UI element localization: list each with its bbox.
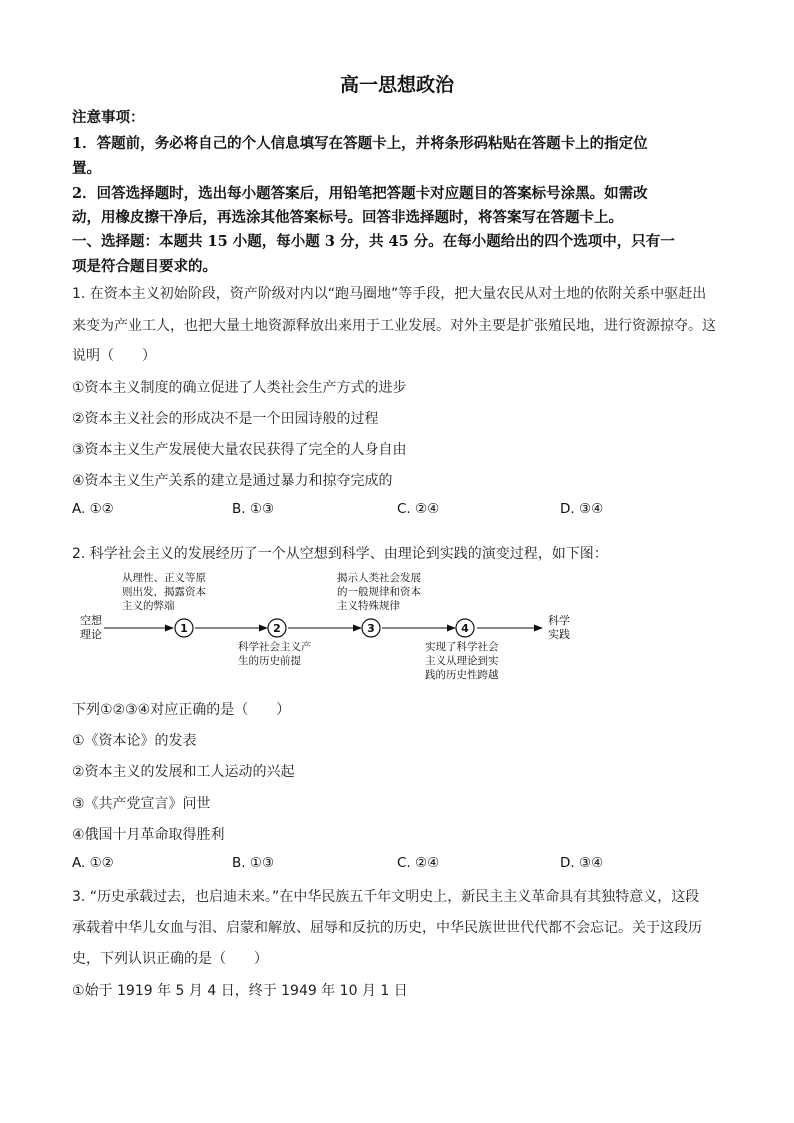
q2-statement-2: ②资本主义的发展和工人运动的兴起 <box>72 764 295 780</box>
annotation-above-1-line-1: 从理性、正义等原 <box>122 572 206 584</box>
q2-option-b[interactable]: B. ①③ <box>232 855 275 871</box>
diagram-node-4-number: 4 <box>461 622 469 635</box>
q1-stem-line-2: 来变为产业工人，也把大量土地资源释放出来用于工业发展。对外主要是扩张殖民地，进行资源掠夺。这 <box>72 318 716 334</box>
notice-item-1-line-2: 置。 <box>72 160 101 177</box>
q1-statement-1: ①资本主义制度的确立促进了人类社会生产方式的进步 <box>72 380 407 396</box>
diagram-node-3-number: 3 <box>367 622 375 635</box>
q2-option-d[interactable]: D. ③④ <box>560 855 604 871</box>
annotation-below-4-line-1: 实现了科学社会 <box>425 641 499 653</box>
q2-statement-1: ①《资本论》的发表 <box>72 733 197 749</box>
q2-stem-line-2: 下列①②③④对应正确的是（ ） <box>72 702 291 718</box>
q1-option-c[interactable]: C. ②④ <box>397 501 440 517</box>
q1-stem-line-3: 说明（ ） <box>72 348 156 364</box>
annotation-below-2-line-2: 生的历史前提 <box>238 655 301 667</box>
q1-statement-3: ③资本主义生产发展使大量农民获得了完全的人身自由 <box>72 442 407 458</box>
q2-option-a[interactable]: A. ①② <box>72 855 114 871</box>
page-title: 高一思想政治 <box>339 74 454 96</box>
q1-stem-line-1: 1. 在资本主义初始阶段，资产阶级对内以“跑马圈地”等手段，把大量农民从对土地的依附关系中驱赶出 <box>72 286 707 302</box>
q1-option-a[interactable]: A. ①② <box>72 501 114 517</box>
notice-heading: 注意事项： <box>72 109 145 126</box>
diagram-end-label-2: 实践 <box>548 628 570 641</box>
annotation-above-1-line-2: 则出发，揭露资本 <box>122 586 206 598</box>
annotation-below-4-line-2: 主义从理论到实 <box>425 655 499 667</box>
q3-stem-line-3: 史，下列认识正确的是（ ） <box>72 951 268 967</box>
q2-statement-4: ④俄国十月革命取得胜利 <box>72 827 225 843</box>
diagram-node-1-number: 1 <box>180 622 188 635</box>
annotation-above-3-line-2: 的一般规律和资本 <box>337 586 421 598</box>
q3-statement-1: ①始于 1919 年 5 月 4 日，终于 1949 年 10 月 1 日 <box>72 983 408 999</box>
section-heading-line-1: 一、选择题：本题共 15 小题，每小题 3 分，共 45 分。在每小题给出的四个选项中，只有一 <box>72 233 675 250</box>
q2-diagram <box>72 568 612 686</box>
q1-option-b[interactable]: B. ①③ <box>232 501 275 517</box>
annotation-below-2-line-1: 科学社会主义产 <box>238 641 312 653</box>
annotation-above-3-line-3: 主义特殊规律 <box>337 600 400 612</box>
q2-stem-line-1: 2. 科学社会主义的发展经历了一个从空想到科学、由理论到实践的演变过程，如下图： <box>72 546 608 562</box>
diagram-end-label-1: 科学 <box>548 614 570 627</box>
section-heading-line-2: 项是符合题目要求的。 <box>72 258 217 275</box>
notice-item-2-line-1: 2．回答选择题时，选出每小题答案后，用铅笔把答题卡对应题目的答案标号涂黑。如需改 <box>72 185 648 202</box>
q2-statement-3: ③《共产党宣言》问世 <box>72 796 211 812</box>
diagram-start-label-1: 空想 <box>80 614 102 627</box>
q1-option-d[interactable]: D. ③④ <box>560 501 604 517</box>
q1-statement-4: ④资本主义生产关系的建立是通过暴力和掠夺完成的 <box>72 473 393 489</box>
annotation-above-3-line-1: 揭示人类社会发展 <box>337 572 421 584</box>
q1-statement-2: ②资本主义社会的形成决不是一个田园诗般的过程 <box>72 411 379 427</box>
annotation-above-1-line-3: 主义的弊端 <box>122 600 175 612</box>
notice-item-1-line-1: 1．答题前，务必将自己的个人信息填写在答题卡上，并将条形码粘贴在答题卡上的指定位 <box>72 135 648 152</box>
diagram-node-2-number: 2 <box>273 622 281 635</box>
diagram-start-label-2: 理论 <box>80 628 102 641</box>
q3-stem-line-2: 承载着中华儿女血与泪、启蒙和解放、屈辱和反抗的历史，中华民族世世代代都不会忘记。关于这段历 <box>72 920 702 936</box>
notice-item-2-line-2: 动，用橡皮擦干净后，再选涂其他答案标号。回答非选择题时，将答案写在答题卡上。 <box>72 209 623 226</box>
q2-option-c[interactable]: C. ②④ <box>397 855 440 871</box>
annotation-below-4-line-3: 践的历史性跨越 <box>425 669 499 681</box>
q3-stem-line-1: 3. “历史承载过去，也启迪未来。”在中华民族五千年文明史上，新民主主义革命具有其独特意义，这段 <box>72 889 700 905</box>
